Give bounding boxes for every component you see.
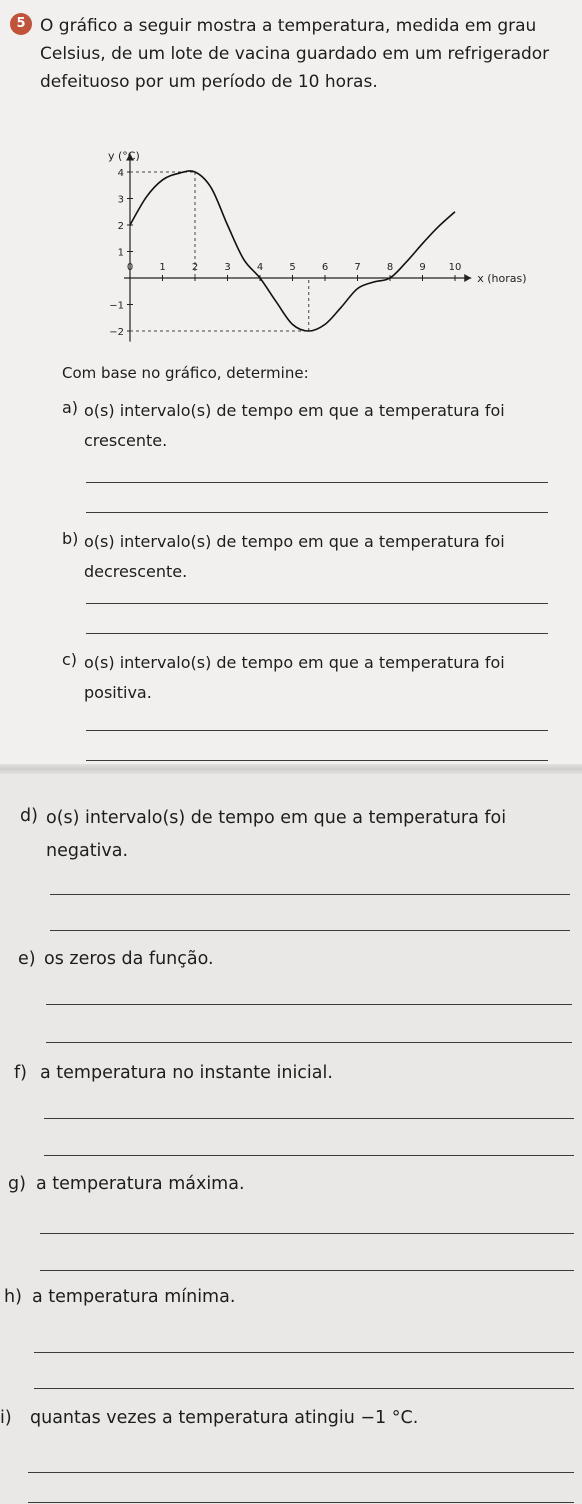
item-f-text: a temperatura no instante inicial.	[40, 1063, 333, 1083]
x-tick-label: 4	[256, 262, 264, 273]
x-tick-label: 6	[321, 262, 329, 273]
x-axis-arrow	[464, 274, 471, 282]
item-h-label: h)	[4, 1287, 22, 1307]
item-h-text: a temperatura mínima.	[32, 1287, 236, 1307]
item-e-text: os zeros da função.	[44, 949, 214, 969]
instruction-text: Com base no gráfico, determine:	[62, 364, 309, 382]
item-c-label: c)	[62, 650, 78, 669]
x-axis-label: x (horas)	[477, 272, 527, 285]
x-tick-label: 3	[224, 262, 231, 273]
answer-line	[46, 1042, 572, 1043]
answer-line	[86, 760, 548, 761]
y-tick-label: 3	[117, 194, 124, 206]
item-c-text: o(s) intervalo(s) de tempo em que a temperatura foi positiva.	[84, 653, 505, 702]
item-g-label: g)	[8, 1174, 26, 1194]
answer-line	[86, 730, 548, 731]
answer-line	[34, 1388, 574, 1389]
answer-line	[28, 1502, 574, 1503]
x-tick-label: 1	[159, 262, 166, 273]
y-tick-label: 2	[117, 221, 124, 232]
question-statement: O gráfico a seguir mostra a temperatura, medida em grau Celsius, de um lote de vacina guardado em um refrigerador defeituoso por um período de 10 horas.	[40, 16, 550, 92]
answer-line	[40, 1233, 574, 1234]
question-number-badge: 5	[10, 13, 32, 35]
x-tick-label: 2	[191, 262, 199, 273]
answer-line	[40, 1270, 574, 1271]
answer-line	[34, 1352, 574, 1353]
y-tick-label: 4	[117, 168, 124, 179]
item-i-label: i)	[0, 1408, 12, 1428]
answer-line	[46, 1004, 572, 1005]
item-g-text: a temperatura máxima.	[36, 1174, 245, 1194]
temperature-curve	[130, 171, 455, 331]
y-axis-label: y (°C)	[108, 149, 140, 163]
x-tick-label: 7	[354, 262, 361, 273]
item-d-text: o(s) intervalo(s) de tempo em que a temperatura foi negativa.	[46, 808, 507, 861]
page-crease	[0, 764, 582, 774]
answer-line	[86, 633, 548, 634]
answer-line	[50, 894, 570, 895]
item-b-text: o(s) intervalo(s) de tempo em que a temperatura foi decrescente.	[84, 532, 505, 581]
answer-line	[44, 1155, 574, 1156]
x-tick-label: 10	[448, 262, 462, 273]
x-tick-label: 5	[289, 262, 296, 273]
y-tick-label: −2	[109, 327, 124, 338]
answer-line	[50, 930, 570, 931]
x-tick-label: 9	[419, 262, 426, 273]
temperature-chart	[44, 113, 527, 358]
item-b-label: b)	[62, 529, 79, 548]
y-tick-label: −1	[109, 300, 124, 312]
x-tick-label: 8	[386, 262, 394, 273]
item-a-label: a)	[62, 398, 79, 417]
answer-line	[86, 482, 548, 483]
item-f-label: f)	[14, 1063, 27, 1083]
answer-line	[28, 1472, 574, 1473]
item-d-label: d)	[20, 806, 38, 826]
item-i-text: quantas vezes a temperatura atingiu −1 °C.	[30, 1408, 419, 1428]
answer-line	[86, 512, 548, 513]
answer-line	[86, 603, 548, 604]
page-bottom	[0, 770, 582, 1504]
item-a-text: o(s) intervalo(s) de tempo em que a temperatura foi crescente.	[84, 401, 505, 450]
y-tick-label: 1	[117, 247, 124, 259]
item-e-label: e)	[18, 949, 36, 969]
x-tick-label: 0	[126, 262, 134, 273]
answer-line	[44, 1118, 574, 1119]
